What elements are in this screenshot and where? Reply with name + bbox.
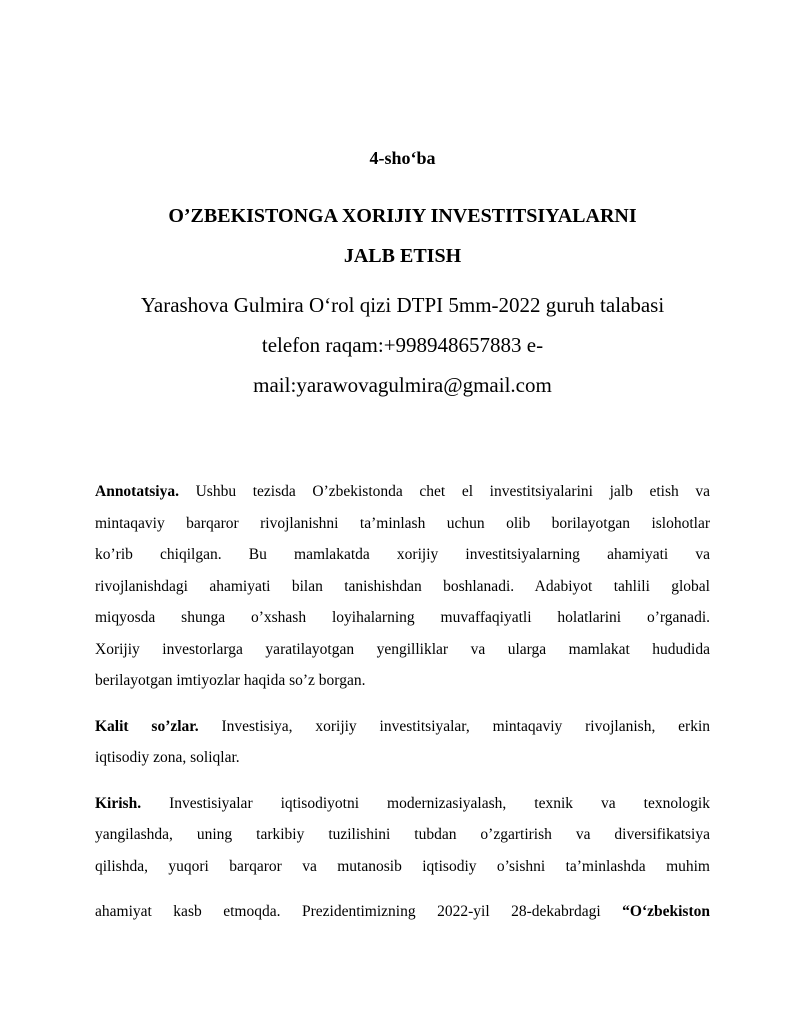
text-line: [95, 539, 710, 571]
section-heading: 4-shoʻba: [369, 148, 436, 168]
title-line-1: O’ZBEKISTONGA XORIJIY INVESTITSIYALARNI: [168, 205, 637, 227]
text-line: [95, 742, 710, 774]
bold-run-in-text: Annotatsiya.: [95, 483, 179, 500]
body-text-run: berilayotgan imtiyozlar haqida so’z borgan.: [95, 672, 366, 689]
bold-run-in-text: Kalit so’zlar.: [95, 717, 199, 735]
body-text-run: yangilashda, uning tarkibiy tuzilishini tubdan o’zgartirish va diversifikatsiya: [95, 826, 710, 843]
body-text-run: Ushbu tezisda O’zbekistonda chet el investitsiyalarini jalb etish va: [178, 483, 710, 500]
document-title: [95, 196, 710, 276]
body-text-run: miqyosda shunga o’xshash loyihalarning muvaffaqiyatli holatlarini o’rganadi.: [95, 609, 710, 626]
body-text-run: Xorijiy investorlarga yaratilayotgan yengilliklar va ularga mamlakat hududida: [95, 640, 710, 658]
text-line: [95, 508, 710, 540]
title-line-2: JALB ETISH: [343, 245, 462, 267]
text-line: [95, 634, 710, 666]
paragraph-keywords: [95, 711, 710, 774]
text-line: [95, 571, 710, 603]
bold-run-in-text: Kirish.: [95, 794, 142, 812]
body-text-run: mintaqaviy barqaror rivojlanishni ta’minlash uchun olib borilayotgan islohotlar: [95, 514, 710, 532]
body-text-run: ko’rib chiqilgan. Bu mamlakatda xorijiy investitsiyalarning ahamiyati va: [95, 546, 710, 563]
paragraph-annotation: [95, 476, 710, 697]
text-line: [95, 896, 710, 928]
body-text-run: Investisiya, xorijiy investitsiyalar, mintaqaviy rivojlanish, erkin: [198, 717, 710, 735]
text-line: [95, 851, 710, 883]
author-phone-line: telefon raqam:+998948657883 e-: [261, 333, 544, 357]
paragraph-introduction: [95, 788, 710, 883]
text-line: [95, 788, 710, 820]
document-body: [95, 476, 710, 928]
text-line: [95, 819, 710, 851]
body-text-run: Investisiyalar iqtisodiyotni modernizasiyalash, texnik va texnologik: [141, 794, 710, 812]
text-line: [95, 665, 710, 697]
author-email-line: mail:yarawovagulmira@gmail.com: [253, 373, 552, 397]
paragraph-introduction-continued: [95, 896, 710, 928]
text-line: [95, 602, 710, 634]
author-name-line: Yarashova Gulmira Oʻrol qizi DTPI 5mm-2022 guruh talabasi: [140, 293, 665, 317]
author-info: [95, 285, 710, 405]
body-text-run: rivojlanishdagi ahamiyati bilan tanishishdan boshlanadi. Adabiyot tahlili global: [95, 577, 710, 595]
body-text-run: ahamiyat kasb etmoqda. Prezidentimizning 2022-yil 28-dekabrdagi: [95, 903, 623, 920]
text-line: [95, 476, 710, 508]
text-line: [95, 711, 710, 743]
bold-run-in-text: “Oʻzbekiston: [622, 903, 710, 920]
body-text-run: iqtisodiy zona, soliqlar.: [95, 749, 240, 766]
body-text-run: qilishda, yuqori barqaror va mutanosib iqtisodiy o’sishni ta’minlashda muhim: [95, 857, 710, 875]
